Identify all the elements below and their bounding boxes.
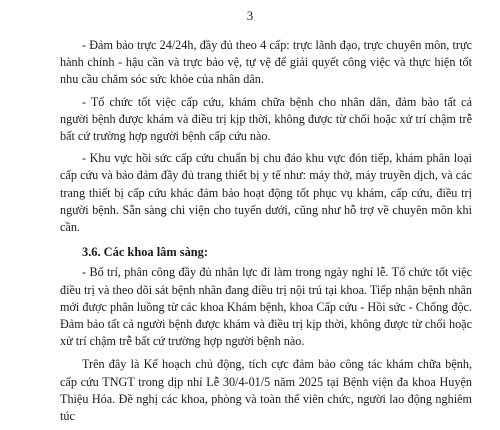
paragraph-emergency-care: - Tổ chức tốt việc cấp cứu, khám chữa bệnh cho nhân dân, đảm bảo tất cả người bệnh được khám và điều trị kịp thời, không được từ chối hoặc xử trí chậm trễ bất cứ trường hợp người bệnh cấp cứu nào.	[60, 94, 472, 144]
paragraph-icu-preparation: - Khu vực hồi sức cấp cứu chuẩn bị chu đáo khu vực đón tiếp, khám phân loại cấp cứu và bảo đảm đầy đủ trang thiết bị y tế như: máy thở, máy truyền dịch, và các trang thiết bị cấp cứu khác đảm bảo hoạt động tốt phục vụ khám, cấp cứu, điều trị người bệnh. Sẵn sàng chi viện cho tuyến dưới, cũng như hỗ trợ về chuyên môn khi cần.	[60, 151, 472, 235]
paragraph-clinical-staffing: - Bố trí, phân công đầy đủ nhân lực đi làm trong ngày nghỉ lễ. Tổ chức tốt việc điều trị và theo dõi sát bệnh nhân đang điều trị nội trú tại khoa. Tiếp nhận bệnh nhân mới được phân luồng từ các khoa Khám bệnh, khoa Cấp cứu - Hồi sức - Chống độc. Đảm bảo tất cả người bệnh được khám và điều trị kịp thời, không được từ chối hoặc xử trí chậm trễ bất cứ trường hợp người bệnh nào.	[60, 265, 472, 349]
paragraph-conclusion: Trên đây là Kế hoạch chủ động, tích cực đảm bảo công tác khám chữa bệnh, cấp cứu TNGT trong dịp nhỉ Lễ 30/4-01/5 năm 2025 tại Bệnh viện đa khoa Huyện Thiệu Hóa. Đề nghị các khoa, phòng và toàn thể viên chức, người lao động nghiêm túc	[60, 357, 472, 424]
section-heading-clinical-departments: 3.6. Các khoa lâm sàng:	[82, 245, 208, 260]
document-body	[60, 37, 472, 430]
paragraph-duty-schedule: - Đảm bảo trực 24/24h, đầy đủ theo 4 cấp: trực lãnh đạo, trực chuyên môn, trực hành chính - hậu cần và trực bảo vệ, tự vệ để giải quyết công việc và thực hiện tốt nhu cầu chăm sóc sức khỏe của nhân dân.	[60, 38, 472, 87]
page-number: 3	[246, 8, 254, 23]
